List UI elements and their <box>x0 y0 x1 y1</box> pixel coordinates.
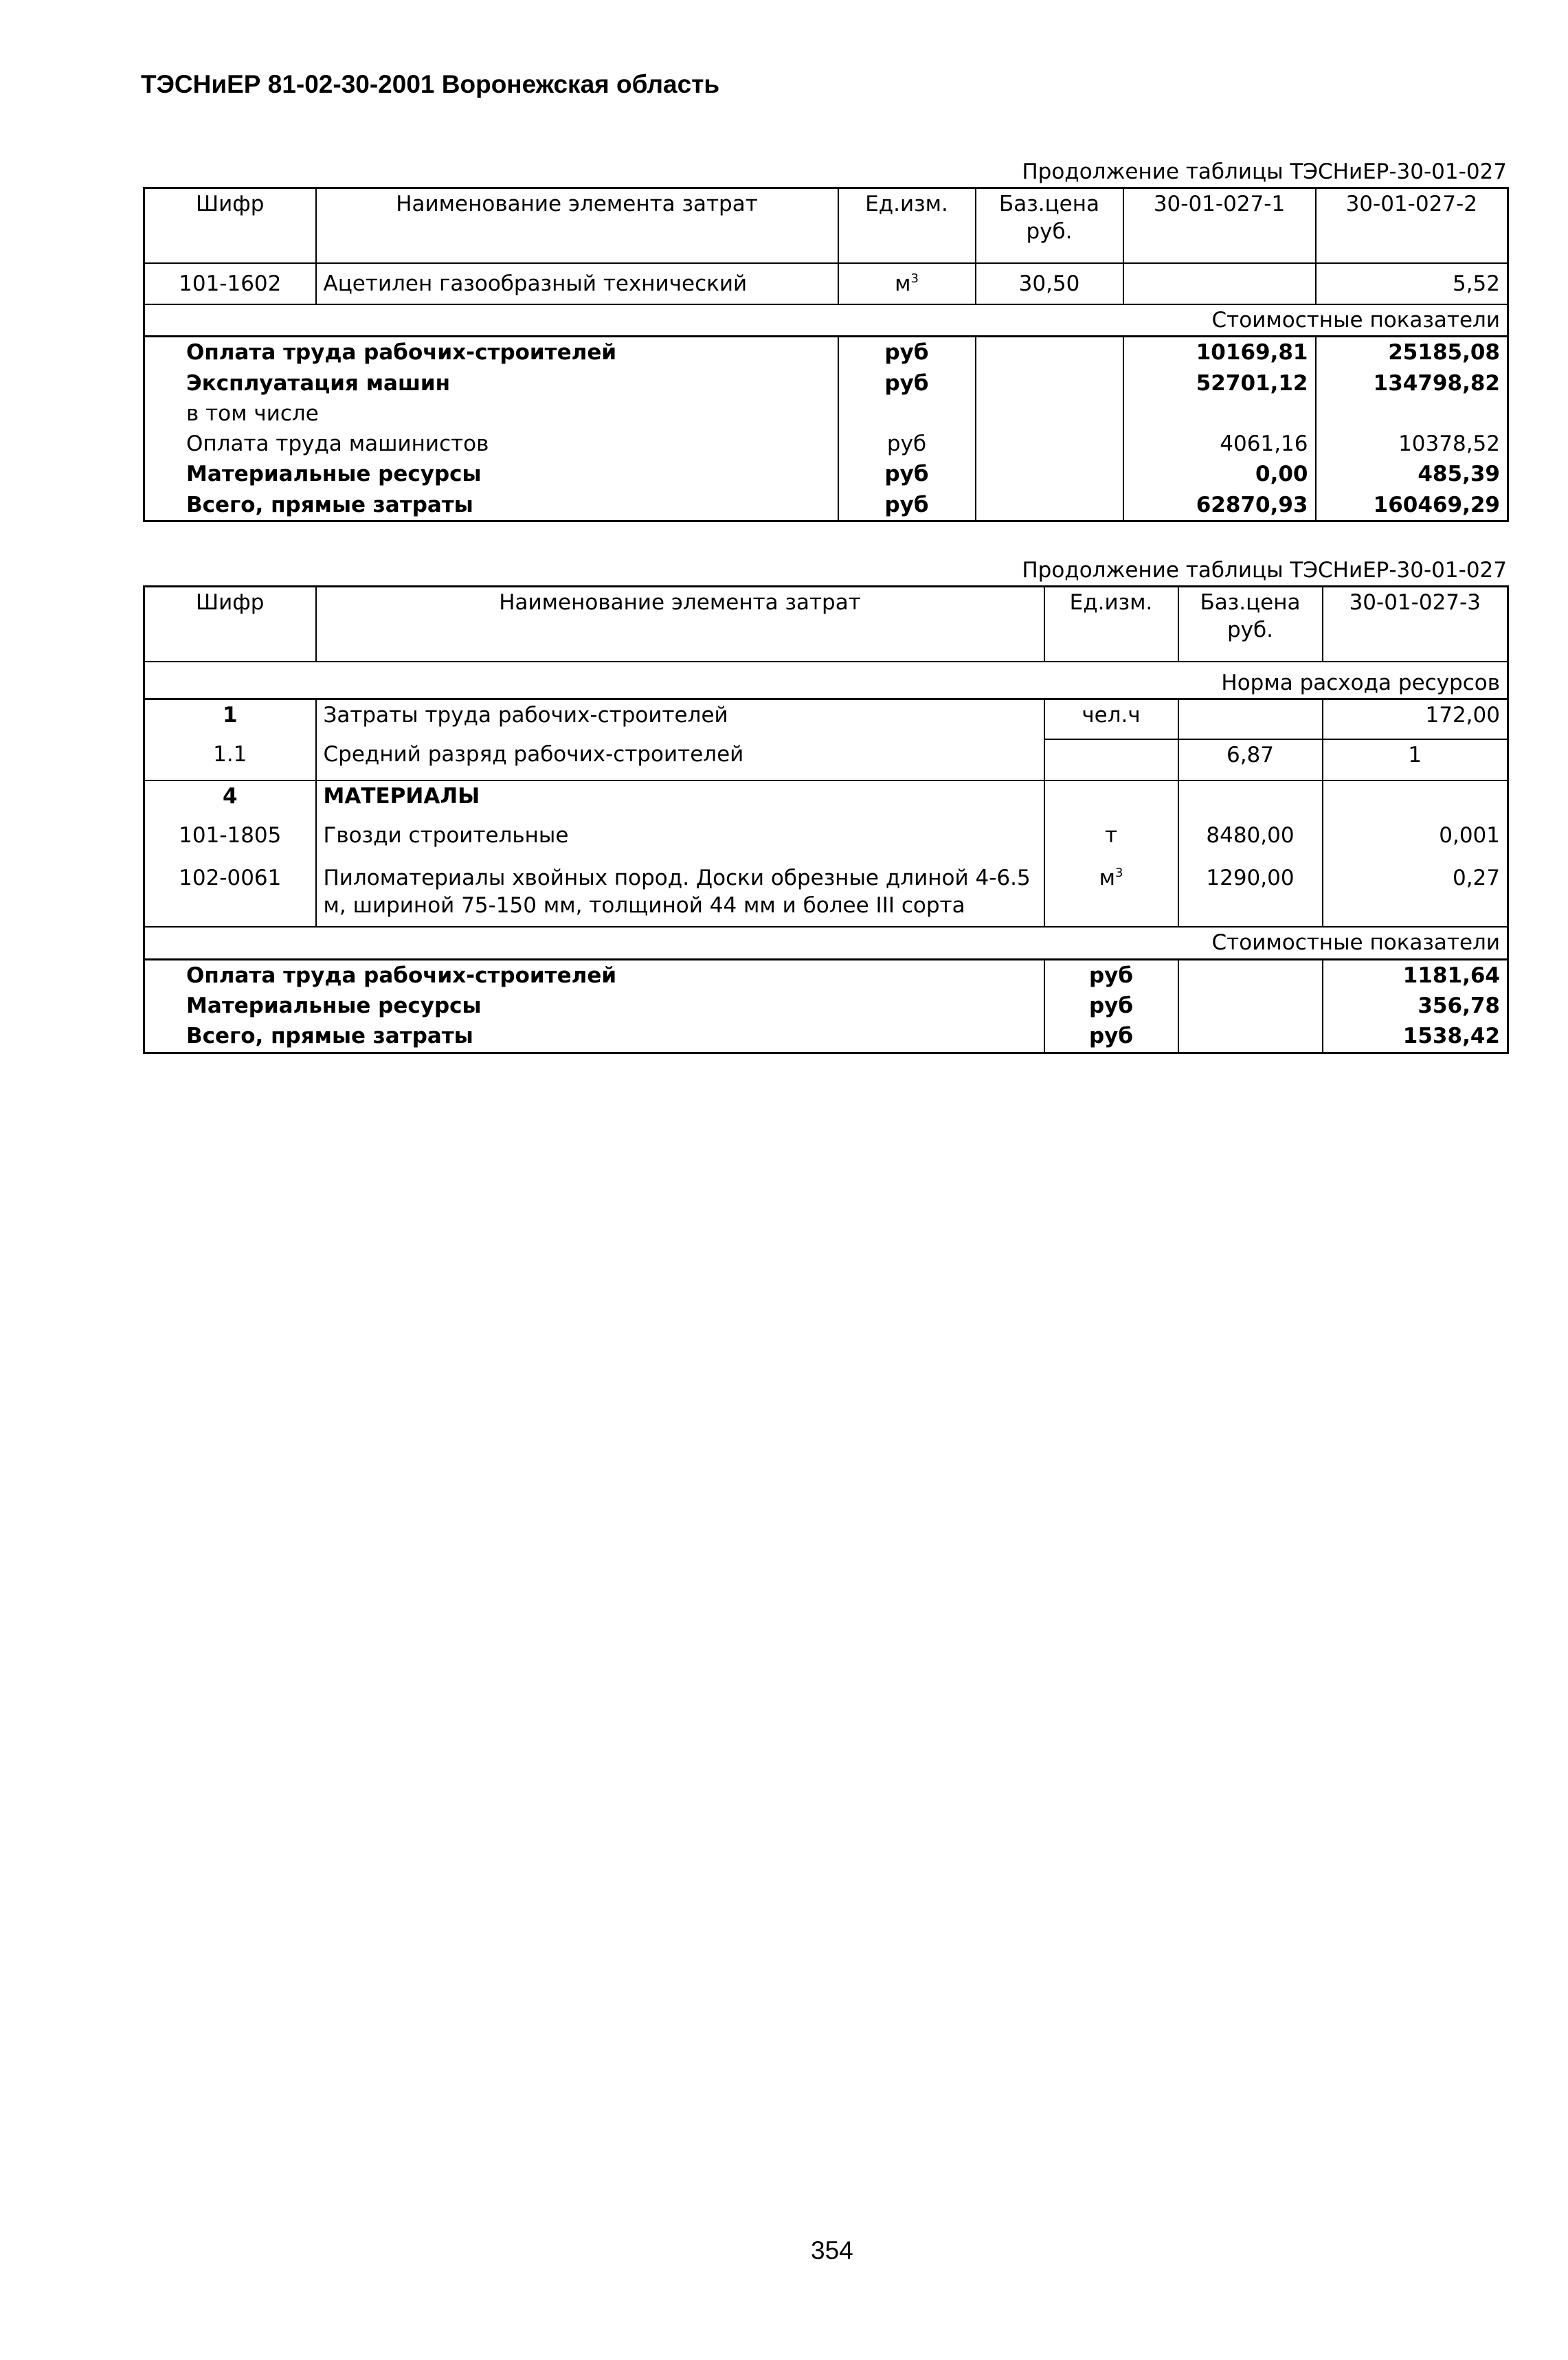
row-base-price <box>1178 699 1323 739</box>
cost-row <box>144 959 1508 991</box>
row-unit <box>1044 863 1178 928</box>
cost-value-2: 485,39 <box>1316 459 1508 489</box>
cost-value-1: 4061,16 <box>1123 429 1316 459</box>
section-label-row <box>144 927 1508 959</box>
cost-label: Оплата труда машинистов <box>186 431 489 457</box>
cost-empty <box>976 459 1123 489</box>
cost-row <box>144 1021 1508 1053</box>
materials-title: МАТЕРИАЛЫ <box>316 780 1044 820</box>
cost-label: Всего, прямые затраты <box>186 1024 473 1049</box>
row-value-2: 5,52 <box>1316 263 1508 304</box>
document-title: ТЭСНиЕР 81-02-30-2001 Воронежская область <box>141 70 720 98</box>
table1-header-row <box>144 188 1508 264</box>
unit-text: м <box>1099 865 1115 890</box>
header-code: Шифр <box>144 587 316 662</box>
row-base-price: 6,87 <box>1178 739 1323 780</box>
row-value-1: 0,27 <box>1323 863 1508 928</box>
row-value-1: 0,001 <box>1323 820 1508 863</box>
row-name: Затраты труда рабочих-строителей <box>316 699 1044 739</box>
materials-empty <box>1323 780 1508 820</box>
table-row <box>144 863 1508 928</box>
table-row <box>144 263 1508 304</box>
cost-unit <box>838 398 976 429</box>
cost-value-1: 1538,42 <box>1323 1021 1508 1053</box>
cost-value-2: 10378,52 <box>1316 429 1508 459</box>
materials-code: 4 <box>222 783 238 809</box>
cost-unit: руб <box>1044 1021 1178 1053</box>
header-name: Наименование элемента затрат <box>316 587 1044 662</box>
cost-unit: руб <box>838 368 976 398</box>
header-col2: 30-01-027-2 <box>1316 188 1508 264</box>
row-name: Гвозди строительные <box>316 820 1044 863</box>
cost-value-1: 62870,93 <box>1123 490 1316 521</box>
cost-label: Эксплуатация машин <box>186 370 451 396</box>
section-label-row <box>144 304 1508 337</box>
cost-label: Материальные ресурсы <box>186 993 482 1018</box>
section-label-row <box>144 662 1508 699</box>
table2-caption: Продолжение таблицы ТЭСНиЕР-30-01-027 <box>1022 558 1507 583</box>
materials-empty <box>1178 780 1323 820</box>
row-base-price: 1290,00 <box>1178 863 1323 928</box>
cost-value-2: 25185,08 <box>1316 337 1508 368</box>
row-code: 1 <box>144 699 316 739</box>
row-code: 101-1805 <box>179 822 282 848</box>
cost-value-1: 52701,12 <box>1123 368 1316 398</box>
cost-empty <box>976 429 1123 459</box>
table1-caption: Продолжение таблицы ТЭСНиЕР-30-01-027 <box>1022 159 1507 184</box>
row-base-price: 8480,00 <box>1178 820 1323 863</box>
row-base-price: 30,50 <box>976 263 1123 304</box>
cost-row <box>144 991 1508 1021</box>
cost-row <box>144 490 1508 521</box>
materials-header-row <box>144 780 1508 820</box>
cost-row <box>144 429 1508 459</box>
cost-value-1: 0,00 <box>1123 459 1316 489</box>
page-number: 354 <box>811 2236 853 2265</box>
cost-unit: руб <box>1044 991 1178 1021</box>
cost-unit: руб <box>1044 959 1178 991</box>
cost-row <box>144 459 1508 489</box>
cost-label: Оплата труда рабочих-строителей <box>144 959 1044 991</box>
row-unit <box>838 263 976 304</box>
header-name: Наименование элемента затрат <box>316 188 838 264</box>
header-col1: 30-01-027-3 <box>1323 587 1508 662</box>
cost-empty <box>976 398 1123 429</box>
cost-empty <box>976 368 1123 398</box>
cost-label: в том числе <box>186 401 319 426</box>
materials-empty <box>1044 780 1178 820</box>
row-name: Пиломатериалы хвойных пород. Доски обрезные длиной 4-6.5 м, шириной 75-150 мм, толщиной 44 мм и более III сорта <box>316 863 1044 928</box>
cost-unit: руб <box>838 337 976 368</box>
table-row <box>144 820 1508 863</box>
cost-empty <box>1178 991 1323 1021</box>
unit-text: м <box>895 271 911 296</box>
row-value-1 <box>1123 263 1316 304</box>
cost-unit: руб <box>838 459 976 489</box>
cost-label: Оплата труда рабочих-строителей <box>144 337 838 368</box>
header-unit: Ед.изм. <box>1044 587 1178 662</box>
header-col1: 30-01-027-1 <box>1123 188 1316 264</box>
cost-label: Всего, прямые затраты <box>186 492 473 517</box>
header-unit: Ед.изм. <box>838 188 976 264</box>
cost-value-1: 1181,64 <box>1323 959 1508 991</box>
cost-value-2: 160469,29 <box>1316 490 1508 521</box>
cost-value-1: 356,78 <box>1323 991 1508 1021</box>
table-row <box>144 699 1508 739</box>
table2-header-row <box>144 587 1508 662</box>
cost-label: Материальные ресурсы <box>186 462 482 487</box>
cost-empty <box>1178 1021 1323 1053</box>
cost-empty <box>1178 959 1323 991</box>
row-code: 102-0061 <box>144 863 316 928</box>
unit-superscript: 3 <box>1115 865 1123 880</box>
row-name: Ацетилен газообразный технический <box>316 263 838 304</box>
cost-empty <box>976 490 1123 521</box>
row-unit: чел.ч <box>1044 699 1178 739</box>
cost-row <box>144 337 1508 368</box>
table-row <box>144 739 1508 780</box>
row-code: 101-1602 <box>144 263 316 304</box>
table2 <box>143 585 1509 1054</box>
cost-row <box>144 398 1508 429</box>
cost-value-2: 134798,82 <box>1316 368 1508 398</box>
cost-value-1 <box>1123 398 1316 429</box>
header-base-price: Баз.цена руб. <box>1178 587 1323 662</box>
cost-unit: руб <box>838 490 976 521</box>
row-unit <box>1044 820 1178 863</box>
cost-value-2 <box>1316 398 1508 429</box>
cost-value-1: 10169,81 <box>1123 337 1316 368</box>
table1 <box>143 187 1509 522</box>
row-value-1: 172,00 <box>1323 699 1508 739</box>
row-code: 1.1 <box>144 739 316 780</box>
cost-empty <box>976 337 1123 368</box>
row-unit <box>1044 739 1178 780</box>
unit-text: т <box>1104 822 1118 848</box>
row-name: Средний разряд рабочих-строителей <box>316 739 1044 780</box>
norm-label: Норма расхода ресурсов <box>1221 671 1500 695</box>
header-base-price: Баз.цена руб. <box>976 188 1123 264</box>
cost-unit: руб <box>838 429 976 459</box>
header-code: Шифр <box>144 188 316 264</box>
section-label: Стоимостные показатели <box>1211 308 1500 333</box>
cost-row <box>144 368 1508 398</box>
row-value-1: 1 <box>1323 739 1508 780</box>
section-label: Стоимостные показатели <box>1211 930 1500 956</box>
unit-superscript: 3 <box>910 271 919 286</box>
